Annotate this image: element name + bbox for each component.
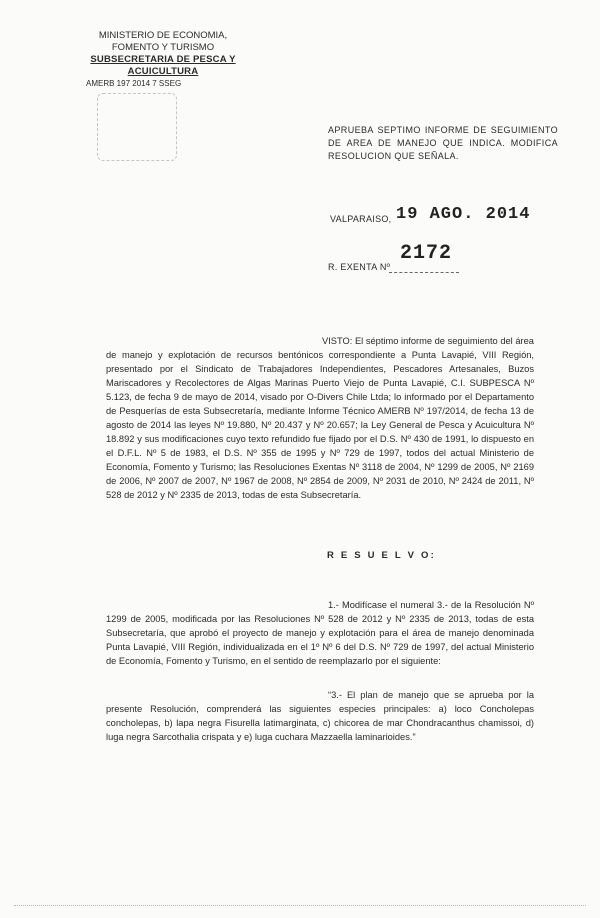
paragraph-1-text: 1.- Modifícase el numeral 3.- de la Resolución Nº 1299 de 2005, modificada por las Resoluciones Nº 528 de 2012 y Nº 2335 de 2013, todas de esta Subsecretaría, que aprobó el proyecto de manejo y explotación para el área de manejo denominada Punta Lavapié, VIII Región, individualizada en el 1º Nº 6 del D.S. Nº 729 de 1997, del actual Ministerio de Economía, Fomento y Turismo, en el sentido de reemplazarlo por el siguiente: [106,600,534,666]
ministry-subname: FOMENTO Y TURISMO [111,42,215,53]
paragraph-1 [106,598,534,668]
paragraph-2-text: “3.- El plan de manejo que se aprueba por la presente Resolución, comprenderá las siguientes especies principales: a) loco Concholepas concholepas, b) lapa negra Fisurella latimarginata, c) chicorea de mar Chondracanthus chamissoi, d) luga negra Sarcothalia crispata y e) luga cuchara Mazzaella laminarioides.” [106,690,534,742]
subsecretariat-name: SUBSECRETARIA DE PESCA Y ACUICULTURA [90,54,236,77]
resolution-label: R. EXENTA Nº [328,262,391,272]
visto-paragraph [106,334,534,502]
official-stamp [97,93,177,161]
visto-label: VISTO: [322,336,353,346]
footer-divider [14,905,586,906]
resolution-summary: APRUEBA SEPTIMO INFORME DE SEGUIMIENTO DE AREA DE MANEJO QUE INDICA. MODIFICA RESOLUCION QUE SEÑALA. [328,125,558,161]
ministry-name: MINISTERIO DE ECONOMIA, [98,30,228,41]
resuelvo-heading: R E S U E L V O: [327,550,436,561]
file-reference: AMERB 197 2014 7 SSEG [86,79,182,88]
resolution-date: 19 AGO. 2014 [396,205,531,224]
visto-text: El séptimo informe de seguimiento del área de manejo y explotación de recursos bentónicos correspondiente a Punta Lavapié, VIII Región, presentado por el Sindicato de Trabajadores Independientes, Pescadores Artesanales, Buzos Mariscadores y Recolectores de Algas Marinas Puerto Viejo de Punta Lavapié, C.I. SUBPESCA Nº 5.123, de fecha 9 de mayo de 2014, visado por O-Divers Chile Ltda; lo informado por el Departamento de Pesquerías de esta Subsecretaría, mediante Informe Técnico AMERB Nº 197/2014, de fecha 13 de agosto de 2014 las leyes Nº 19.880, Nº 20.437 y Nº 20.657; la Ley General de Pesca y Acuicultura Nº 18.892 y sus modificaciones cuyo texto refundido fue fijado por el D.S. Nº 430 de 1991, lo dispuesto en el D.F.L. Nº 5 de 1983, el D.S. Nº 355 de 1995 y Nº 729 de 1997, todos del actual Ministerio de Economía, Fomento y Turismo; las Resoluciones Exentas Nº 3118 de 2004, Nº 1299 de 2005, Nº 2169 de 2006, Nº 2007 de 2007, Nº 1967 de 2008, Nº 2854 de 2009, Nº 2031 de 2010, Nº 2424 de 2011, Nº 528 de 2012 y Nº 2335 de 2013, todas de esta Subsecretaría. [106,336,534,500]
ministry-header [68,30,258,90]
resolution-number-line [389,272,459,273]
resolution-number: 2172 [400,242,453,265]
place-label: VALPARAISO, [330,214,392,224]
paragraph-2 [106,688,534,744]
